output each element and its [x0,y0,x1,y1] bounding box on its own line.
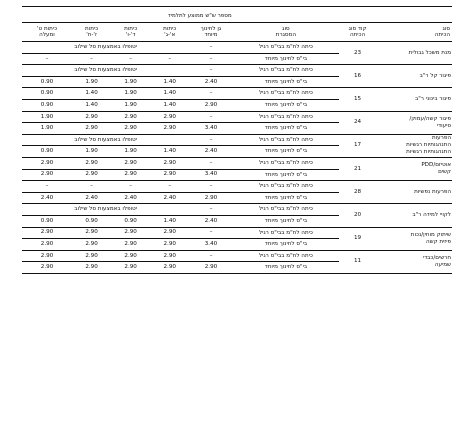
class-type-cell: אוטיזם/PDD קשים [376,157,452,180]
kindergarten-cell: – [189,42,232,54]
grades-d-f-cell: 1.90 [111,88,150,100]
grades-g-h-cell: 2.90 [72,227,111,239]
frame-type-cell: כיתה לח"מ בבי"ס רגיל [233,157,339,169]
grades-d-f-cell: 2.90 [111,262,150,274]
grades-d-f-cell: 2.90 [111,157,150,169]
grades-d-f-cell: 2.90 [111,111,150,123]
grades-g-h-cell: 0.90 [72,215,111,227]
table-row [22,250,452,262]
class-code-cell: 24 [339,111,376,134]
grades-a-c-cell: 1.40 [150,99,189,111]
grades-d-f-cell: – [111,53,150,65]
grades-i-up-cell: 2.40 [22,192,72,204]
table-row [22,227,452,239]
grades-i-up-cell: 2.90 [22,169,72,181]
grades-d-f-cell: 1.90 [111,76,150,88]
kindergarten-cell: – [189,250,232,262]
frame-type-cell: בי"ס לחינוך מיוחד [233,146,339,158]
table-row [22,157,452,169]
grades-d-f-cell: 1.90 [111,146,150,158]
col-grades-a-c: כיתות א'-ג' [150,23,189,42]
kindergarten-cell: 3.40 [189,169,232,181]
kindergarten-cell: 2.90 [189,192,232,204]
grades-a-c-cell: 1.40 [150,146,189,158]
grades-i-up-cell: – [22,181,72,193]
inclusion-basket-note: יטופלו באמצעות סל שילוב [22,42,189,54]
kindergarten-cell: 2.90 [189,99,232,111]
grades-d-f-cell: 2.90 [111,169,150,181]
grades-g-h-cell: 2.90 [72,123,111,135]
frame-type-cell: כיתה לח"מ בבי"ס רגיל [233,88,339,100]
class-code-cell: 16 [339,65,376,88]
class-code-cell: 19 [339,227,376,250]
kindergarten-cell: – [189,157,232,169]
grades-i-up-cell: 0.90 [22,146,72,158]
class-type-cell: חרשים/כבדי שמיעה [376,250,452,273]
class-code-cell: 20 [339,204,376,227]
grades-a-c-cell: 1.40 [150,215,189,227]
class-code-cell: 17 [339,134,376,157]
kindergarten-cell: 2.90 [189,262,232,274]
grades-d-f-cell: 1.90 [111,99,150,111]
class-type-cell: פיגור קשה/עמוק/ סיעודי [376,111,452,134]
grades-a-c-cell: 2.40 [150,192,189,204]
grades-i-up-cell: 0.90 [22,88,72,100]
grades-i-up-cell: 1.90 [22,123,72,135]
grades-g-h-cell: 1.40 [72,88,111,100]
kindergarten-cell: 3.40 [189,239,232,251]
grades-i-up-cell: 2.90 [22,157,72,169]
frame-type-cell: כיתה לח"מ בבי"ס רגיל [233,227,339,239]
table-row [22,42,452,54]
kindergarten-cell: – [189,65,232,77]
table-row [22,204,452,216]
grades-d-f-cell: 0.90 [111,215,150,227]
table-body [22,42,452,274]
kindergarten-cell: 3.40 [189,123,232,135]
frame-type-cell: כיתה לח"מ בבי"ס רגיל [233,42,339,54]
frame-type-cell: כיתה לח"מ בבי"ס רגיל [233,65,339,77]
grades-a-c-cell: – [150,181,189,193]
kindergarten-cell: – [189,227,232,239]
allocation-table [22,6,452,274]
grades-i-up-cell: 2.90 [22,227,72,239]
inclusion-basket-note: יטופלו באמצעות סל שילוב [22,204,189,216]
col-class-type: סוג הכיתה [376,23,452,42]
grades-a-c-cell: 2.90 [150,227,189,239]
grades-g-h-cell: 2.40 [72,192,111,204]
grades-i-up-cell: 0.90 [22,99,72,111]
class-type-cell: שיתוק מוחין/נכות פיזית קשה [376,227,452,250]
frame-type-cell: בי"ס לחינוך מיוחד [233,76,339,88]
frame-type-cell: בי"ס לחינוך מיוחד [233,192,339,204]
kindergarten-cell: – [189,204,232,216]
grades-d-f-cell: 2.90 [111,239,150,251]
grades-d-f-cell: – [111,181,150,193]
kindergarten-cell: – [189,134,232,146]
grades-g-h-cell: 2.90 [72,157,111,169]
frame-type-cell: בי"ס לחינוך מיוחד [233,53,339,65]
grades-i-up-cell: 0.90 [22,215,72,227]
grades-a-c-cell: 2.90 [150,111,189,123]
grades-i-up-cell: 2.90 [22,250,72,262]
grades-a-c-cell: 2.90 [150,262,189,274]
grades-a-c-cell: 1.40 [150,76,189,88]
frame-type-cell: כיתה לח"מ בבי"ס רגיל [233,181,339,193]
kindergarten-cell: 2.40 [189,146,232,158]
class-type-cell: פיגור קל ר"ב [376,65,452,88]
grades-g-h-cell: – [72,181,111,193]
table-row [22,65,452,77]
grades-a-c-cell: – [150,53,189,65]
table-row [22,181,452,193]
frame-type-cell: בי"ס לחינוך מיוחד [233,123,339,135]
table-row [22,111,452,123]
grades-g-h-cell: 1.40 [72,99,111,111]
class-code-cell: 15 [339,88,376,111]
grades-a-c-cell: 2.90 [150,239,189,251]
grades-i-up-cell: – [22,53,72,65]
inclusion-basket-note: יטופלו באמצעות סל שילוב [22,134,189,146]
grades-g-h-cell: – [72,53,111,65]
grades-a-c-cell: 1.40 [150,88,189,100]
frame-type-cell: כיתה לח"מ בבי"ס רגיל [233,134,339,146]
grades-a-c-cell: 2.90 [150,169,189,181]
grades-d-f-cell: 2.90 [111,227,150,239]
kindergarten-cell: – [189,181,232,193]
class-type-cell: פיגור בינוני ר"ב [376,88,452,111]
kindergarten-cell: – [189,53,232,65]
table-row [22,88,452,100]
grades-i-up-cell: 2.90 [22,239,72,251]
frame-type-cell: כיתה לח"מ בבי"ס רגיל [233,204,339,216]
col-grades-g-h: כיתות ז'-ח' [72,23,111,42]
grades-g-h-cell: 2.90 [72,250,111,262]
class-type-cell: לקויי למידה ר"ב [376,204,452,227]
grades-g-h-cell: 1.90 [72,146,111,158]
frame-type-cell: בי"ס לחינוך מיוחד [233,239,339,251]
col-grades-i-up: כיתות ט' ומעלה [22,23,72,42]
grades-d-f-cell: 2.90 [111,250,150,262]
class-type-cell: הפרעות התנהגותיות רגשיות התנהגותיות רגשיות [376,134,452,157]
frame-type-cell: בי"ס לחינוך מיוחד [233,262,339,274]
grades-g-h-cell: 1.90 [72,76,111,88]
table-row [22,134,452,146]
class-type-cell: הפרעות נפשיות [376,181,452,204]
class-code-cell: 23 [339,42,376,65]
col-grades-d-f: כיתות ד'-ו' [111,23,150,42]
col-kindergarten: גן לחינוך מיוחד [189,23,232,42]
class-code-cell: 28 [339,181,376,204]
grades-g-h-cell: 2.90 [72,111,111,123]
frame-type-cell: כיתה לח"מ בבי"ס רגיל [233,250,339,262]
grades-d-f-cell: 2.90 [111,123,150,135]
grades-g-h-cell: 2.90 [72,169,111,181]
class-type-cell: מנת משכל גבולית [376,42,452,65]
inclusion-basket-note: יטופלו באמצעות סל שילוב [22,65,189,77]
grades-a-c-cell: 2.90 [150,123,189,135]
frame-type-cell: כיתה לח"מ בבי"ס רגיל [233,111,339,123]
grades-i-up-cell: 2.90 [22,262,72,274]
frame-type-cell: בי"ס לחינוך מיוחד [233,99,339,111]
frame-type-cell: בי"ס לחינוך מיוחד [233,215,339,227]
kindergarten-cell: 2.40 [189,215,232,227]
frame-type-cell: בי"ס לחינוך מיוחד [233,169,339,181]
avg-hours-caption: מספר ש"ש ממוצע לתלמיד [22,10,233,23]
grades-i-up-cell: 1.90 [22,111,72,123]
grades-i-up-cell: 0.90 [22,76,72,88]
col-class-code: קוד סוג הכיתה [339,23,376,42]
grades-g-h-cell: 2.90 [72,239,111,251]
kindergarten-cell: – [189,111,232,123]
class-code-cell: 21 [339,157,376,180]
col-frame-type: סוג המסגרת [233,23,339,42]
grades-a-c-cell: 2.90 [150,250,189,262]
kindergarten-cell: 2.40 [189,76,232,88]
grades-a-c-cell: 2.90 [150,157,189,169]
grades-g-h-cell: 2.90 [72,262,111,274]
grades-d-f-cell: 2.40 [111,192,150,204]
class-code-cell: 11 [339,250,376,273]
kindergarten-cell: – [189,88,232,100]
